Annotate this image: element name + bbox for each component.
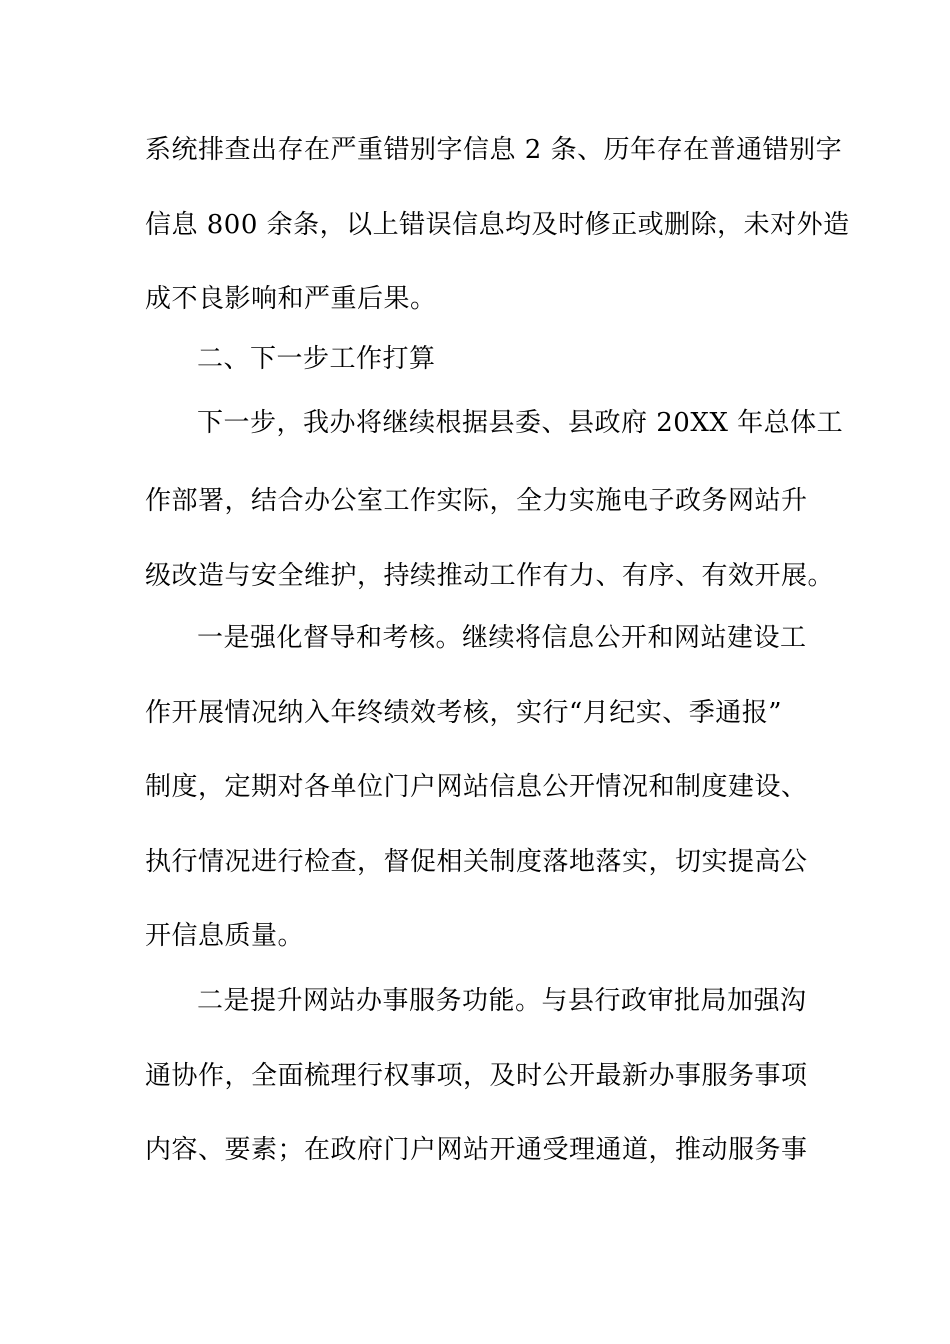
body-text-line: 制度，定期对各单位门户网站信息公开情况和制度建设、: [145, 772, 808, 802]
body-text-line: 一是强化督导和考核。继续将信息公开和网站建设工: [197, 623, 807, 653]
body-text-line: 开信息质量。: [145, 921, 305, 951]
body-text-line: 二是提升网站办事服务功能。与县行政审批局加强沟: [197, 986, 807, 1016]
body-text-line: 系统排查出存在严重错别字信息 2 条、历年存在普通错别字: [145, 135, 843, 165]
body-text-line: 内容、要素；在政府门户网站开通受理通道，推动服务事: [145, 1135, 808, 1165]
body-text-line: 作部署，结合办公室工作实际，全力实施电子政务网站升: [145, 486, 808, 516]
body-text-line: 通协作，全面梳理行权事项，及时公开最新办事服务事项: [145, 1061, 808, 1091]
body-text-line: 作开展情况纳入年终绩效考核，实行“月纪实、季通报”: [145, 698, 783, 728]
body-text-line: 成不良影响和严重后果。: [145, 284, 437, 314]
body-text-line: 执行情况进行检查，督促相关制度落地落实，切实提高公: [145, 847, 808, 877]
section-heading: 二、下一步工作打算: [197, 344, 436, 374]
body-text-line: 信息 800 余条，以上错误信息均及时修正或删除，未对外造: [145, 210, 850, 240]
body-text-line: 级改造与安全维护，持续推动工作有力、有序、有效开展。: [145, 561, 835, 591]
body-text-line: 下一步，我办将继续根据县委、县政府 20XX 年总体工: [197, 408, 844, 438]
